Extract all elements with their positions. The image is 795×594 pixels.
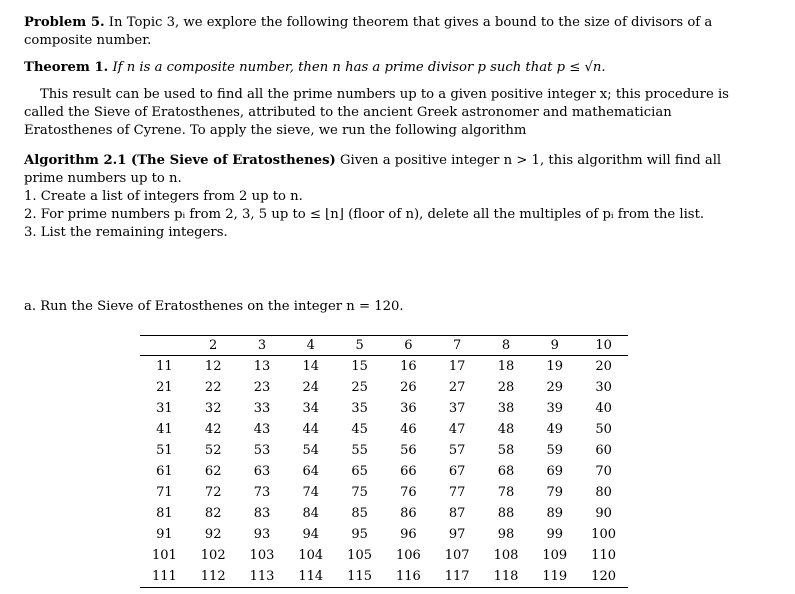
- table-row: [140, 356, 628, 378]
- table-cell: 41: [156, 421, 173, 437]
- algorithm-step: 1. Create a list of integers from 2 up to n.: [24, 189, 303, 204]
- table-cell: 73: [253, 484, 271, 500]
- table-cell: 63: [253, 463, 271, 479]
- algorithm-label: Algorithm 2.1 (The Sieve of Eratosthenes): [24, 153, 336, 168]
- table-cell: 29: [546, 379, 564, 395]
- table-cell: 116: [384, 566, 433, 588]
- sieve-table: [140, 335, 628, 588]
- table-cell: 55: [351, 442, 368, 458]
- table-cell: 27: [448, 379, 466, 395]
- table-cell: 20: [595, 358, 612, 374]
- table-cell: 99: [546, 526, 564, 542]
- table-cell: 70: [595, 463, 612, 479]
- table-row: [140, 545, 628, 566]
- table-cell: 101: [151, 547, 177, 563]
- table-cell: 76: [400, 484, 417, 500]
- table-header-cell: [140, 336, 189, 356]
- table-cell: 81: [156, 505, 173, 521]
- table-cell: 120: [579, 566, 628, 588]
- document-body: [24, 14, 764, 316]
- table-cell: 66: [400, 463, 417, 479]
- table-cell: 88: [497, 505, 515, 521]
- table-cell: 57: [448, 442, 466, 458]
- table-cell: 91: [156, 526, 173, 542]
- table-header-cell: 5: [335, 336, 384, 356]
- table-cell: 33: [253, 400, 271, 416]
- table-cell: 35: [351, 400, 368, 416]
- table-cell: 115: [335, 566, 384, 588]
- table-cell: 47: [448, 421, 466, 437]
- problem-paragraph: [24, 14, 764, 50]
- table-header-cell: 6: [384, 336, 433, 356]
- table-cell: 102: [200, 547, 226, 563]
- table-cell: 19: [546, 358, 564, 374]
- table-cell: 31: [156, 400, 173, 416]
- algorithm-text: Given a positive integer n > 1, this algorithm will find all prime numbers up to n.: [24, 153, 722, 186]
- problem-text: In Topic 3, we explore the following theorem that gives a bound to the size of divisors of a composite number.: [24, 15, 713, 48]
- table-cell: 74: [302, 484, 320, 500]
- table-cell: 85: [351, 505, 368, 521]
- table-cell: 119: [530, 566, 579, 588]
- table-cell: 24: [302, 379, 320, 395]
- table-cell: 105: [347, 547, 372, 563]
- table-header-cell: 8: [482, 336, 531, 356]
- table-cell: 53: [253, 442, 271, 458]
- problem-label: Problem 5.: [24, 15, 105, 30]
- table-cell: 14: [302, 358, 320, 374]
- table-row: [140, 419, 628, 440]
- table-cell: 79: [546, 484, 564, 500]
- table-cell: 48: [497, 421, 515, 437]
- table-cell: 113: [238, 566, 287, 588]
- table-cell: 62: [204, 463, 222, 479]
- table-cell: 13: [253, 358, 271, 374]
- sieve-table-container: [140, 335, 628, 588]
- table-cell: 11: [156, 358, 173, 374]
- table-header-cell: 4: [286, 336, 335, 356]
- table-header-row: [140, 336, 628, 356]
- table-cell: 49: [546, 421, 564, 437]
- table-cell: 69: [546, 463, 564, 479]
- part-a-prompt: a. Run the Sieve of Eratosthenes on the integer n = 120.: [24, 299, 404, 314]
- table-cell: 83: [253, 505, 271, 521]
- table-cell: 18: [497, 358, 515, 374]
- table-cell: 111: [140, 566, 189, 588]
- table-cell: 95: [351, 526, 368, 542]
- table-cell: 71: [156, 484, 173, 500]
- table-cell: 43: [253, 421, 271, 437]
- table-cell: 40: [595, 400, 612, 416]
- table-row: [140, 440, 628, 461]
- table-cell: 97: [448, 526, 466, 542]
- theorem-paragraph: [24, 59, 764, 77]
- table-header-cell: 2: [189, 336, 238, 356]
- table-cell: 67: [448, 463, 466, 479]
- table-cell: 86: [400, 505, 417, 521]
- table-row: [140, 482, 628, 503]
- table-cell: 68: [497, 463, 515, 479]
- table-cell: 103: [249, 547, 275, 563]
- algorithm-step: 3. List the remaining integers.: [24, 225, 228, 240]
- table-cell: 82: [204, 505, 222, 521]
- table-row: [140, 503, 628, 524]
- table-cell: 61: [156, 463, 173, 479]
- table-cell: 117: [433, 566, 482, 588]
- table-row: [140, 398, 628, 419]
- table-cell: 23: [253, 379, 271, 395]
- table-cell: 90: [595, 505, 612, 521]
- table-cell: 32: [204, 400, 222, 416]
- algorithm-paragraph: [24, 152, 764, 188]
- table-cell: 93: [253, 526, 271, 542]
- table-cell: 106: [395, 547, 421, 563]
- intro-paragraph: This result can be used to find all the prime numbers up to a given positive integer x; this procedure is called the Sieve of Eratosthenes, attributed to the ancient Greek astronomer and mathematician Eratosthenes of Cyrene. To apply the sieve, we run the following algorithm: [24, 87, 729, 138]
- table-cell: 16: [400, 358, 417, 374]
- table-header-cell: 7: [433, 336, 482, 356]
- table-cell: 45: [351, 421, 368, 437]
- table-cell: 114: [286, 566, 335, 588]
- table-cell: 89: [546, 505, 564, 521]
- table-row: [140, 566, 628, 588]
- table-cell: 50: [595, 421, 612, 437]
- table-cell: 37: [448, 400, 466, 416]
- table-cell: 36: [400, 400, 417, 416]
- table-cell: 80: [595, 484, 612, 500]
- table-cell: 44: [302, 421, 320, 437]
- table-cell: 59: [546, 442, 564, 458]
- table-cell: 25: [351, 379, 368, 395]
- table-row: [140, 377, 628, 398]
- table-cell: 110: [591, 547, 616, 563]
- table-cell: 15: [351, 358, 368, 374]
- table-cell: 39: [546, 400, 564, 416]
- table-cell: 51: [156, 442, 173, 458]
- table-cell: 108: [493, 547, 519, 563]
- table-cell: 118: [482, 566, 531, 588]
- table-cell: 78: [497, 484, 515, 500]
- table-cell: 104: [298, 547, 324, 563]
- table-cell: 34: [302, 400, 320, 416]
- table-cell: 26: [400, 379, 417, 395]
- table-cell: 52: [204, 442, 222, 458]
- table-cell: 38: [497, 400, 515, 416]
- table-cell: 75: [351, 484, 368, 500]
- table-header-cell: 9: [530, 336, 579, 356]
- table-cell: 92: [204, 526, 222, 542]
- table-cell: 96: [400, 526, 417, 542]
- table-cell: 72: [204, 484, 222, 500]
- theorem-text: If n is a composite number, then n has a prime divisor p such that p ≤ √n.: [112, 60, 606, 75]
- table-cell: 98: [497, 526, 515, 542]
- table-cell: 46: [400, 421, 417, 437]
- table-cell: 109: [542, 547, 568, 563]
- table-cell: 30: [595, 379, 612, 395]
- table-cell: 87: [448, 505, 466, 521]
- table-cell: 94: [302, 526, 320, 542]
- table-cell: 112: [189, 566, 238, 588]
- theorem-label: Theorem 1.: [24, 60, 109, 75]
- table-cell: 28: [497, 379, 515, 395]
- table-cell: 58: [497, 442, 515, 458]
- algorithm-steps: [24, 188, 764, 242]
- table-cell: 65: [351, 463, 368, 479]
- table-cell: 12: [204, 358, 222, 374]
- table-cell: 56: [400, 442, 417, 458]
- table-cell: 64: [302, 463, 320, 479]
- table-cell: 42: [204, 421, 222, 437]
- table-cell: 60: [595, 442, 612, 458]
- table-cell: 100: [591, 526, 616, 542]
- table-cell: 17: [448, 358, 466, 374]
- table-cell: 21: [156, 379, 173, 395]
- table-header-cell: 10: [579, 336, 628, 356]
- table-cell: 77: [448, 484, 466, 500]
- table-cell: 107: [444, 547, 470, 563]
- table-row: [140, 461, 628, 482]
- algorithm-step: 2. For prime numbers pᵢ from 2, 3, 5 up to ≤ ⌊n⌋ (floor of n), delete all the multiples of pᵢ from the list.: [24, 207, 705, 222]
- table-header-cell: 3: [238, 336, 287, 356]
- table-cell: 84: [302, 505, 320, 521]
- table-cell: 54: [302, 442, 320, 458]
- table-cell: 22: [204, 379, 222, 395]
- table-row: [140, 524, 628, 545]
